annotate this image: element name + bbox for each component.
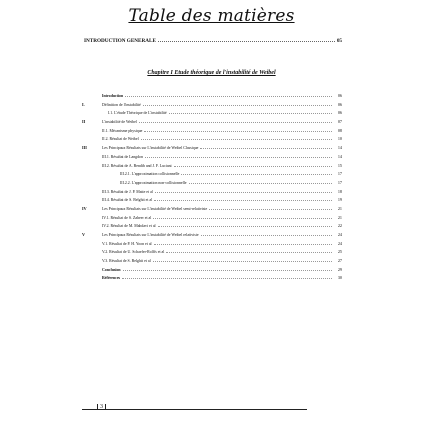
dot-leader xyxy=(141,139,332,140)
toc-intro-label: INTRODUCTION GENERALE xyxy=(84,38,156,44)
toc-row xyxy=(82,188,342,197)
toc-row-page: 24 xyxy=(337,240,342,246)
toc-row xyxy=(82,196,342,205)
toc-row xyxy=(82,274,342,283)
toc-row-label: Conclusion xyxy=(102,267,121,272)
toc-row-label: III.2. Résultat de A. Bendib and J. F. Luciani xyxy=(102,163,172,168)
dot-leader xyxy=(166,252,332,253)
toc-row-page: 06 xyxy=(337,110,342,116)
toc-row-page: 06 xyxy=(337,101,342,107)
toc-row-label: III.2.1. L'approximation collisionnelle xyxy=(120,172,180,177)
toc-row-label: III.3. Résultat de J. P. Matte et al xyxy=(102,189,153,194)
toc-row-page: 21 xyxy=(337,214,342,220)
toc-row-label: L'instabilité de Weibel xyxy=(102,120,137,125)
toc-row-page: 08 xyxy=(337,127,342,133)
toc-row xyxy=(82,231,342,240)
chapter-title: Chapitre I Etude théorique de l'instabilité de Weibel xyxy=(147,70,276,76)
toc-row-label: III.1. Résultat de Langdon xyxy=(102,154,143,159)
toc-row-page: 17 xyxy=(337,171,342,177)
toc-row-label: V.1. Résultat de P. H. Yoon et al xyxy=(102,241,152,246)
toc-row xyxy=(82,118,342,127)
dot-leader xyxy=(189,183,332,184)
toc-row-number: V xyxy=(82,232,86,237)
toc-row xyxy=(82,162,342,171)
dot-leader xyxy=(139,122,332,123)
toc-row-page: 07 xyxy=(337,119,342,125)
dot-leader xyxy=(200,148,332,149)
toc-row-page: 06 xyxy=(337,93,342,98)
dot-leader xyxy=(174,166,332,167)
dot-leader xyxy=(143,105,332,106)
toc-row xyxy=(82,205,342,214)
toc-row xyxy=(82,257,342,266)
dot-leader xyxy=(153,261,332,262)
toc-row-page: 17 xyxy=(337,179,342,185)
dot-leader xyxy=(154,200,332,201)
dot-leader xyxy=(153,218,332,219)
dot-leader xyxy=(145,157,332,158)
toc-row-page: 15 xyxy=(337,162,342,168)
dot-leader xyxy=(122,278,332,279)
toc-row-label: V.3. Résultat de S. Belghit et al xyxy=(102,259,151,264)
toc-row xyxy=(82,109,342,118)
toc-row xyxy=(82,214,342,223)
toc-row-label: IV.1. Résultat de S. Zaheer et al xyxy=(102,215,152,220)
toc-row-label: II.2. Résultat de Weibel xyxy=(102,137,139,142)
toc-row-number: III xyxy=(82,145,87,151)
toc-row-page: 10 xyxy=(337,136,342,142)
toc-row-label: Les Principaux Résultats sur L'instabilité de Weibel relativiste xyxy=(102,233,199,237)
toc-row-label: III.2.2. L'approximation non-collisionnelle xyxy=(120,180,187,185)
dot-leader xyxy=(123,270,332,271)
toc-row-label: Références xyxy=(102,276,121,281)
toc-row-label: II.1. Mécanisme physique xyxy=(102,128,143,133)
toc-row-number: IV xyxy=(82,205,87,211)
toc-row-page: 25 xyxy=(337,249,342,255)
toc-row-page: 22 xyxy=(337,223,342,229)
footer-rule xyxy=(82,409,307,410)
toc-row-label: III.4. Résultat de S. Belghit et al xyxy=(102,198,153,203)
toc-row xyxy=(82,240,342,249)
toc-row-page: 21 xyxy=(337,205,342,211)
toc-row xyxy=(82,144,342,153)
toc-intro-row xyxy=(84,38,342,44)
toc-row-label: V.2. Résultat de U. Schaefer-Rolffs et al xyxy=(102,250,165,255)
toc-row-number: I. xyxy=(82,101,85,107)
toc-row-page: 18 xyxy=(337,188,342,194)
toc-row xyxy=(82,170,342,179)
dot-leader xyxy=(169,113,332,114)
toc-row xyxy=(82,135,342,144)
toc-row xyxy=(82,92,342,101)
toc-row-label: Les Principaux Résultats sur L'instabilité de Weibel semi-relativiste xyxy=(102,206,208,211)
toc-row-label: Introduction xyxy=(102,94,124,98)
toc-row xyxy=(82,153,342,162)
toc-row xyxy=(82,179,342,188)
toc-row-page: 24 xyxy=(337,232,342,237)
toc-row-page: 19 xyxy=(337,197,342,203)
toc-row-page: 30 xyxy=(337,275,342,281)
toc-row-page: 27 xyxy=(337,258,342,264)
toc-row xyxy=(82,222,342,231)
dot-leader xyxy=(181,174,332,175)
toc-row-label: Définition de l'instabilité xyxy=(102,102,141,107)
toc-row xyxy=(82,248,342,257)
toc-row xyxy=(82,266,342,275)
dot-leader xyxy=(201,235,332,236)
toc-row-label: I.1. L'étude Théorique de L'instabilité xyxy=(108,111,167,116)
toc-row-number: II xyxy=(82,119,86,125)
page-number: 3 xyxy=(97,404,106,410)
dot-leader xyxy=(144,131,332,132)
toc-intro-page: 05 xyxy=(336,38,342,44)
dot-leader xyxy=(125,96,332,97)
dot-leader xyxy=(154,244,332,245)
toc-row xyxy=(82,127,342,136)
toc-row xyxy=(82,101,342,110)
toc-row-page: 29 xyxy=(337,266,342,272)
page-title: Table des matières xyxy=(128,6,295,26)
toc-row-page: 14 xyxy=(337,145,342,151)
dot-leader xyxy=(155,192,332,193)
dot-leader xyxy=(158,40,335,42)
toc-row-page: 14 xyxy=(337,153,342,159)
toc-row-label: IV.2. Résultat de M. Mahdavi et al xyxy=(102,224,156,229)
toc-row-label: Les Principaux Résultats sur L'instabilité de Weibel Classique xyxy=(102,146,199,151)
toc-list xyxy=(82,92,342,283)
dot-leader xyxy=(158,226,332,227)
dot-leader xyxy=(209,209,332,210)
